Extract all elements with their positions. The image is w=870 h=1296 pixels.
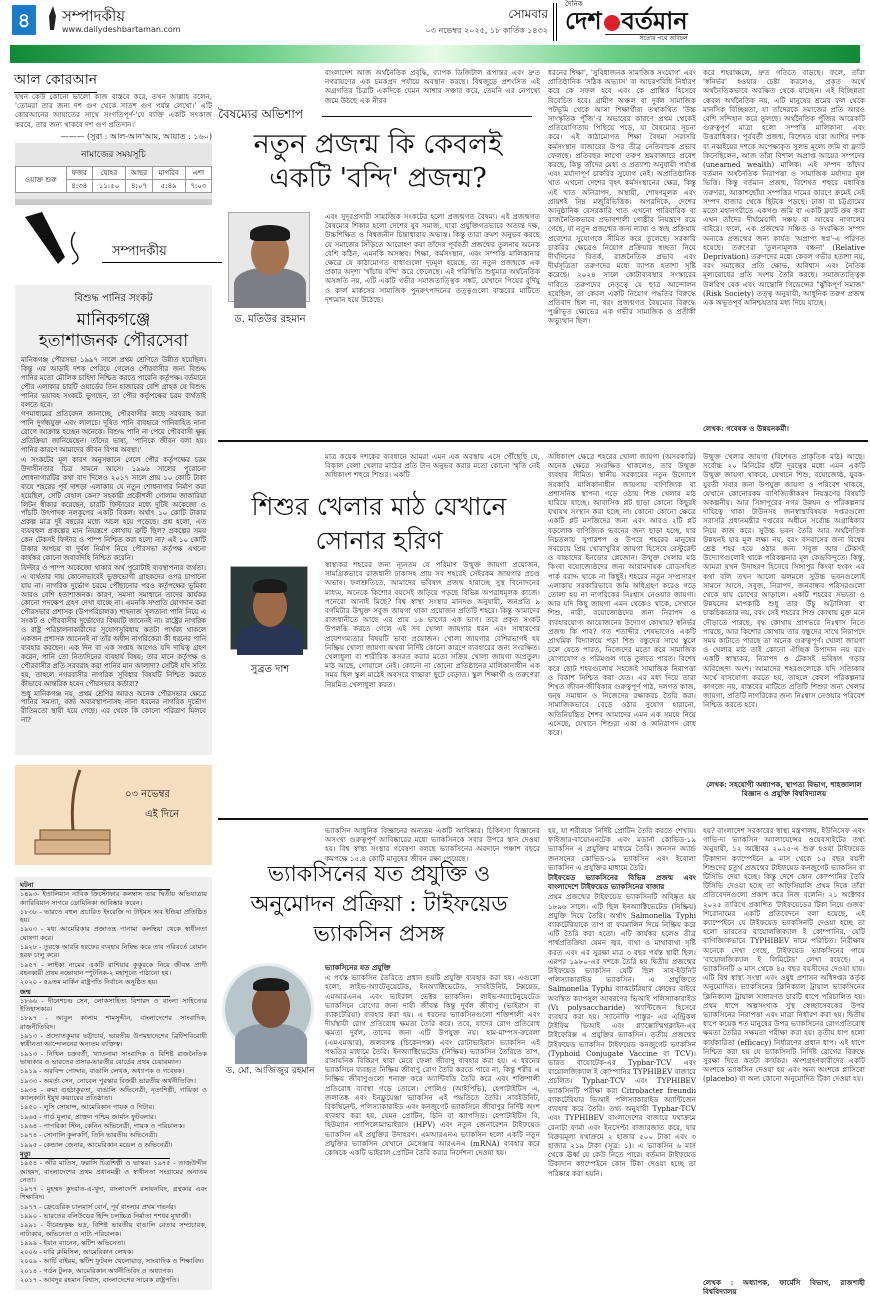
this-day-list [15, 877, 212, 1290]
photo-hair [250, 225, 290, 241]
death-item: ১৯৯৯ - ইয়ান ব্যানেন, স্কটিশ অভিনেতা। [20, 1238, 126, 1247]
event-item: ২০২০ - ৫৯তম মার্কিন রাষ্ট্রপতি নির্বাচন অনুষ্ঠিত হয়। [20, 978, 158, 987]
this-day-date: ০৩ নভেম্বর [125, 789, 171, 800]
death-item: ২০১৪ - গর্ডন টুলক, আমেরিকান অর্থনীতিবিদ ও অধ্যাপক। [20, 1266, 174, 1275]
article3-paragraph: প্রথম প্রজন্মের টাইফয়েড ভ্যাকসিনটি অবিষ্কৃত হয় ১৮৯৬ সালে। এটি ছিল ইনঅ্যাক্টিভেটেড (নিষ্ক্রিয়) প্রযুক্তি দিয়ে তৈরি। অর্থাৎ Salmonella Typhi ব্যাকটেরিয়াকে তাপ বা ফরমালিন দিয়ে নিষ্ক্রিয় করে এটি তৈরি করা হতো। এটি কার্যকর হলেও তীব্র পার্শ্বপ্রতিক্রিয়া যেমন জ্বর, ব্যথা ও মাথাব্যথা সৃষ্টি করত এবং এর সুরক্ষা মাত্র ৩ বছর পর্যন্ত স্থায়ী ছিল। এরপর ১৯৮০-এর দশকে তৈরি হয় দ্বিতীয় প্রজন্মের টাইফয়েড ভ্যাকসিন যেটি ছিল সাব-ইউনিট পলিস্যাকারাইড ভ্যাকসিন। এ প্রযুক্তিতে Salmonella Typhi ব্যাকটেরিয়ার কোষের বাইরে অবস্থিত ক্যাপসুল আবরণের ভিআই পলিস্যাকারাইড (Vi polysaccharide) অ্যান্টিজেন হিসেবে ব্যবহার করা হয়। স্যানোফি পাস্তুর- এর এন্ট্রিকল টাইফিম ভিআই এবং গ্ল্যাক্সোস্মিথক্লাইন-এর টাইফেরিক্স এ প্রযুক্তির ভ্যাকসিন। তৃতীয় প্রজন্মের টাইফয়েড ভ্যাকসিন টাইফয়েড কনজুগেট ভ্যাকসিন (Typhoid Conjugate Vaccine বা TCV)। ভারত বায়োটেক-এর Typbar-TCV এবং বায়োলজিক্যাল ই কোম্পানির TYPHIBEV বাজারে প্রচলিত। Typhar-TCV এবং TYPHIBEV ভ্যাকসিনটি পরীক্ষা করা Citrobacter freundii ব্যাকটেরিয়ার ভিআই পলিস্যাকারাইড অ্যান্টিজেন ব্যবহার করে তৈরি। তথ্য অনুযায়ী Typbar-TCV এবং TYPHIBEV বাংলাদেশের বাজারে যথাক্রমে রেনাটা ফার্মা এবং ইনসেপ্টা বাজারজাত করে, যার বিক্রয়মূল্য যথাক্রমে ২ হাজার ৫০০ টাকা এবং ৩ হাজার ২১৯ টাকা (সূত্র: ১)। এ ভ্যাকসিন ৬ মাস থেকে ঊর্ধ্ব যে কেউ নিতে পারে। বর্তমান টাইফয়েড টিকাদান ক্যাম্পেইনে কোন টিকা দেওয়া হচ্ছে তা পরিষ্কার করা হয়নি। [548, 892, 696, 1178]
article3-body-col3: হয়? বাংলাদেশ সরকারের স্বাস্থ্য মন্ত্রণালয়, ইউনিসেফ এবং গাভি-দ্য ভ্যাকসিন অ্যালায়েন্সের ওয়েবসাইটের তথ্য অনুযায়ী, ১২ অক্টোবর ২০২৫-এ শুরু হওয়া টাইফয়েড টিকাদান ক্যাম্পেইনে ৯ মাস থেকে ১৫ বছর বয়সী শিশুদের চতুর্থ প্রজন্মের টাইফয়েড কনজুগেট ভ্যাকসিন বা টিসিভি দেয়া হচ্ছে। কিন্তু দেশে কোন কোম্পানির তৈরি টিসিভি দেওয়া হচ্ছে তা অফিসিয়ালি প্রথম দিকে তাঁরা প্রতিবেদনগুলো প্রকাশ করে নিজ বলেনি। ২১ অক্টোবর ২০২৫ তারিখে প্রকাশিত 'টাইফয়েডের টিকা নিয়ে গুজব' শিরোনামের একটি প্রতিবেদনে বলা হয়েছে, এই ক্যাম্পেইনে যে টাইফয়েড ভ্যাকসিনটি দেওয়া হচ্ছে তা হলো ভারতের বায়োলজিক্যাল ই কোম্পানির, যেটি বাণিজ্যিকভাবে TYPHIBEV নামে পরিচিত। নিরীক্ষায় অনেকে দেখা গেছে, টাইফয়েড ভ্যাকসিনের গায়ে 'বায়োলজিক্যাল ই লিমিটেড' লেখা রয়েছে। এ ভ্যাকসিনটি ৬ মাস থেকে ৪৫ বছর বয়সীদের দেওয়া যায়। এটি বিশ্ব স্বাস্থ্য সংস্থা এবং ওষুধ প্রশাসন অধিদপ্তর কর্তৃক অনুমোদিত। ভ্যাকসিনের ক্লিনিক্যাল ট্রায়াল ভ্যাকসিনের ক্লিনিক্যাল ট্রায়াল সাধারণত চারটি ধাপে পরিচালিত হয়। প্রথম ধাপে অল্পসংখ্যক সুস্থ স্বেচ্ছাসেবকের উপর ভ্যাকসিনের নিরাপত্তা এবং মাত্রা নির্ধারণ করা হয়। দ্বিতীয় ধাপে কয়েক শত মানুষের উপর ভ্যাকসিনের রোগপ্রতিরোধ ক্ষমতা তৈরির সক্ষমতা পরীক্ষা করা হয়। তৃতীয় ধাপ হলো কার্যকারিতা (efficacy) নির্ধারণের প্রধান ধাপ। এই ধাপে নিশ্চিত করা হয় যে ভ্যাকসিনটি নির্দিষ্ট রোগের বিরুদ্ধে সুরক্ষা দিতে কতটা কার্যকর। অংশগ্রহণকারীদের একটি অংশকে ভ্যাকসিন দেওয়া হয় এবং অন্য অংশকে প্লাসিবো (placebo) বা অন্য কোনো অনুমোদিত টিকা দেওয়া হয়। [703, 826, 865, 1084]
article3-body-col2 [548, 826, 696, 1290]
article2-body-col3: উন্মুক্ত খেলার জায়গা (বিশেষত প্রাকৃতিক মাঠ) আছে। সর্বোচ্চ ২০ মিনিটের হাঁটা দূরত্বের মধ্যে এমন একটি উন্মুক্ত জায়গা থাকবে, যেখানে শিশু, বয়োজ্যেষ্ঠ, যুবক-যুবতী সবার জন্য উপযুক্ত জায়গা ও পরিবেশ থাকবে, যেখানে কোনোরকম বাণিজ্যিকীকরণ নিয়ন্ত্রণের বিষয়টি অকল্পনীয়। আর সিঙ্গাপুরের নগর উন্নয়ন ও পরিকল্পনার দায়িত্বে থাকা টাউনসহ জনস্বাস্থ্যবিষয়ক দপ্তরগুলো সরাসরি প্রধানমন্ত্রীর দপ্তরের অধীনে সর্বোচ্চ অগ্রাধিকার নিয়ে কাজ করে। সুউচ্চ ভবন তৈরি আর অর্থনৈতিক উন্নয়নই যার মূল লক্ষ্য নয়, বরং বসবাসের জন্য বিশ্বের শ্রেষ্ঠ শহর হয়ে ওঠার জন্য সবুজ আর টেকসই উদ্যোগগুলোই থাকে পরিকল্পনার মূল কেন্দ্রবিন্দুতে। কিন্তু, আমরা যখন উদাহরণ হিসেবে সিঙ্গাপুর কিংবা হংকং এর কথা বলি তখন আলো ঝলমলে সুউচ্চ ভবনগুলোই সামনে আসে, সবুজ, নিরাপদ, জনবান্ধব পরিসরগুলো থেকে যায় চোখের আড়ালে। একটি শহরের সভ্যতা ও উন্নয়নের মাপকাঠি শুধু তার উঁচু অট্টালিকা বা চাকচিক্যতার নয়, বরং সেই শহরের শিশু কোথায় মুক্ত মনে দৌড়াতে পারছে, বৃদ্ধ কোথায় প্রাণভরে নিঃশ্বাস নিতে পারছে, আর কিশোর কোথায় তার বন্ধুদের সাথে নিরাপদে সময় কাটাতে পারছে তা অনেক গুরুত্বপূর্ণ। খোলা জায়গা ও খেলার মাঠ তাই কোনো ঐচ্ছিক উপাদান নয় বরং একটি স্বাস্থ্যকর, নিরাপদ ও টেকসই ভবিষ্যৎ গড়ার অবিচ্ছেদ্য অংশ। আমাদের শহরগুলোকে যদি সত্যিকার অর্থে বাসযোগ্য করতে হয়, তাহলে কেবল পরিকল্পনার কাগজে নয়, বাস্তবের মাটিতে প্রতিটি শিশুর জন্য খেলার জায়গা, প্রতিটি নাগরিকের জন্য নিঃশ্বাস নেওয়ার পরিবেশ নিশ্চিত করতে হবে। [703, 452, 866, 710]
editorial-headline: মানিকগঞ্জে হতাশাজনক পৌরসেবা [38, 310, 189, 351]
prayer-name: আছর [126, 167, 153, 180]
prayer-table [15, 166, 212, 193]
quran-source: ——— (সুরা : আল-আন'আম, আয়াত : ১৬০) [60, 131, 212, 141]
prayer-time: ১১:৫০ [92, 180, 125, 193]
editorial-kicker: বিশুদ্ধ পানির সংকট [74, 293, 153, 304]
birth-item: ১৯৩৩ - অমর্ত্য সেন, নোবেল পুরস্কার বিজয়ী ভারতীয় অর্থনীতিবিদ। [20, 1076, 196, 1085]
article3-author-note: লেখক : অধ্যাপক, ফার্মেসি বিভাগ, রাজশাহী বিশ্ববিদ্যালয় [703, 1278, 865, 1296]
article2-headline-line1: শিশুর খেলার মাঠ যেখানে [251, 492, 507, 521]
this-day-banner [15, 765, 212, 865]
photo-shoulders [237, 625, 303, 655]
editorial-paragraph: ফিল্টার ও পাম্প অকেজো থাকার অর্থ পুরোটাই ব্যবস্থাপনার ব্যর্থতা। এ ব্যর্থতার দায় কোনোভাবেই ভুক্তভোগী গ্রাহকদের ওপর চাপানো যায় না। নাগরিক দুর্ভোগ চরমে পৌঁছানোর পরও কর্তৃপক্ষের ভূমিকা আরও বেশি হতাশাজনক। কারণ, সমস্যা সমাধানে তাদের কার্যকর কোনো পদক্ষেপ গ্রহণ দেখা যাচ্ছে না। এমনকি সম্প্রতি যোগদান করা পৌরসভার প্রশাসক (উপপরিচালক) শাহনাজ সুলতানা পানি নিয়ে এ সংকট ও পৌরবাসীর দুর্ভোগের বিষয়টি জানেনই না। রাষ্ট্রের নাগরিক ও রাষ্ট্র পরিচালনাকারীদের সুযোগসুবিধায় কতটা পার্থক্য থাকলে একজন প্রশাসক জানেনই না তাঁর অধীন নাগরিকেরা কী ধরনের পানি ব্যবহার করছেন। এক দিন বা এক সপ্তাহ আগেও যদি দায়িত্ব গ্রহণ করেন, পানি তো নিত্যদিনের ব্যবহার্য বিষয়; তার মানে কর্তৃপক্ষ ও পৌরবাসীর প্রতি সরবরাহ করা পানির মান আলাদা? সেটিই যদি সত্যি হয়, তাহলে নগরবাসীর নাগরিক সুবিধার বিষয়টি নিশ্চিত করতে কীভাবে আন্তরিক হবেন পৌরসভার কর্তারা? [21, 563, 206, 688]
birth-item: ১৯৯৫ - কেন্ডাল জেনার, আমেরিকান মডেল ও অভিনেত্রী। [20, 1140, 173, 1149]
section-title: সম্পাদকীয় [62, 7, 126, 25]
birth-item: ১৮৬৬ - দীনেশচন্দ্র সেন, লোকসাহিত্য বিশারদ ও বাংলা সাহিত্যের ইতিহাসকার। [20, 996, 207, 1014]
article2-body-col1: স্বাস্থ্যকর শহরের জন্য ন্যূনতম যে পরিমাণ উন্মুক্ত জায়গা প্রয়োজন, সামগ্রিকভাবে রাজধানী ঢাকাসহ প্রায় সব শহরেই সেইরকম জায়গার প্রচণ্ড অভাব। ফলশ্রুতিতে, আমাদের ভবিষ্যৎ প্রজন্ম হারাচ্ছে সুস্থ বিনোদনের মাধ্যম, অনেকে কিশোর বয়সেই জড়িয়ে পড়ছে বিভিন্ন অপরাধমূলক কাজে। পনেরো আনাই মিছে? বিশ্ব স্বাস্থ্য সংস্থার মানদণ্ড অনুযায়ী, জনপ্রতি ৯ বর্গমিটার উন্মুক্ত সবুজ জায়গা থাকা প্রয়োজন প্রতিটি শহরে। কিন্তু আমাদের রাজধানীতে আছে এর প্রায় ১৬ ভাগের এক ভাগ। তবে প্রকৃত সংকট উপলব্ধি করতে গেলে এই সব খোলা জায়গার ধরন এবং সাধারণের প্রবেশগম্যতার বিষয়টি ভাবা প্রয়োজন। খোলা জায়গার বেশিরভাগই হয় নিষ্ক্রিয় খোলা জায়গা অথবা নির্দিষ্ট কোনো কারণে ব্যবহারের জন্য সংরক্ষিত। খেলাধুলা বা শারীরিক কসরত করার মতো সক্রিয় খোলা জায়গা অপ্রতুল। মাঠ আছে, গোয়ালে নেই। কোনো না কোনো প্রতিষ্ঠানের মালিকানাধীন এক সময় ছিল স্কুল মাঠেই অবসরে বাচ্চারা ছুটে বেড়াত। স্কুল শিক্ষার্থী ও তরুণেরা নিয়মিত খেলাধুলা করত। [325, 560, 540, 689]
birth-item: ১৯৭৪ - সোনালি কুলকর্ণি, তিনি ভারতীয় অভিনেত্রী। [20, 1131, 158, 1140]
event-item: ১৯০৩ - মধ্য আমেরিকার প্রজাতন্ত্র পানামা কলম্বিয়া থেকে স্বাধীনতা ঘোষণা করে। [20, 925, 207, 942]
article1-body-col2: ধরনের শিক্ষা', 'সুবিধাজনক সামাজিক সংযোগ' এবং প্রাতিষ্ঠানিক 'সঠিক অভ্যাস' বা আচরণবিধি নির্ধারণ করে কে সফল হবে এবং কে প্রান্তিক হিসেবে বিবেচিত হবে। গ্রামীণ অঞ্চল বা দুর্বল সামাজিক পটভূমি থেকে আসা শিক্ষার্থীরা তথাকথিত 'উচ্চ সাংস্কৃতিক পুঁজি'-র অভাবের কারণে প্রথম থেকেই প্রতিযোগিতায় পিছিয়ে পড়ে, যা বৈষম্যের সূচনা করে। এই কাঠামোগত শিক্ষা বৈষম্য সরাসরি কর্মসংস্থান বাজারের উপর তীব্র নেতিবাচক প্রভাব ফেলছে। প্রতিবছর লাখো তরুণ শ্রমবাজারে প্রবেশ করছে, কিন্তু তাঁদের মেধা ও প্রত্যাশা অনুযায়ী পর্যাপ্ত এবং মর্যাদাপূর্ণ চাকরির সুযোগ নেই। অপ্রাতিষ্ঠানিক খাত এখনো দেশের বৃহৎ কর্মসংস্থানের ক্ষেত্র, কিন্তু এই খাত অনিরাপদ, অস্থায়ী, শোষণমূলক এবং প্রায়শই নিম্ন মজুরিভিত্তিক। অপরদিকে, দেশের আনুষ্ঠানিক বেসরকারি খাত এখনো পারিবারিক বা রাজনৈতিকভাবে প্রভাবশালী গোষ্ঠীর নিয়ন্ত্রণে রয়ে গেছে, যা নতুন প্রজন্মের জন্য ন্যায্য ও স্বচ্ছ প্রক্রিয়ায় প্রবেশের সুযোগকে সীমিত করে তুলেছে। সরকারি চাকরির ক্ষেত্রেও নিয়োগ প্রক্রিয়ার স্বচ্ছতা নিয়ে দীর্ঘদিনের বিতর্ক, রাজনৈতিক প্রভাব এবং দীর্ঘসূত্রিতা তরুণদের মধ্যে ব্যাপক হতাশা সৃষ্টি করেছে। ২০২৪ সালে কোটাব্যবস্থার সংস্কারের দাবিতে তরুণদের নেতৃত্বে যে ছাত্র আন্দোলন হয়েছিল, তা কেবল একটি নিয়োগ পদ্ধতির বিরুদ্ধে প্রতিবাদ ছিল না, বরং প্রজন্মগত বৈষম্যের বিরুদ্ধে পুঞ্জীভূত ক্ষোভের এক গভীর সামাজিক ও প্রতীকী অভ্যুত্থান ছিল। [548, 68, 696, 326]
editorial-paragraph: শুধু মানিকগঞ্জ নয়, প্রথম শ্রেণির আরও অনেক পৌরসভার ক্ষেত্রে পানির সমস্যা, বর্জ্য অব্যবস্থাপনাসহ নানা ধরনের নাগরিক দুর্ভোগ রীতিমতো স্থায়ী হয়ে গেছে। এর থেকে কি কোনো পরিত্রাণ মিলবে না? [21, 689, 206, 725]
logo-tagline: সত্যের পথে অবিচল [605, 34, 688, 43]
kicker-rule [322, 116, 532, 117]
births-heading: জন্ম [20, 988, 170, 997]
divider [553, 3, 557, 41]
article3-headline-line2: অনুমোদন প্রক্রিয়া : টাইফয়েড [250, 892, 508, 917]
logo-name-left: দেশ [565, 6, 602, 35]
prayer-footer-bar [15, 199, 212, 205]
author-photo-azizur [222, 963, 314, 1055]
logo-circle-icon [604, 15, 620, 31]
fountain-pen-icon [20, 212, 90, 267]
quran-text [15, 92, 212, 142]
article3-headline [218, 860, 540, 950]
article1-body-col3: করে শহরাঞ্চলে, দ্রুত গতিতে বাড়ছে। ফলে, তাঁরা 'স্বনির্ভর' হওয়ার চেষ্টা করলেও, প্রকৃত অর্থে অর্থনৈতিকভাবে অরক্ষিত থেকে যাচ্ছেন। এই বিচ্ছিন্নতা কেবল অর্থনৈতিক নয়, এটি মানুষের শ্রমের ফল থেকে মানসিক বিচ্ছিন্নতা, যা তাঁদেরকে সমাজের প্রতি আরও বেশি সন্দিহান করে তুলছে। অর্থনৈতিক পুঁজির আরেকটি গুরুত্বপূর্ণ মাত্রা হলো সম্পত্তি মালিকানা এবং উত্তরাধিকার। পূর্ববর্তী প্রজন্ম, বিশেষত যারা আশির দশক বা নব্বইয়ের দশকে অপেক্ষাকৃত সুলভ মূল্যে জমি বা ফ্ল্যাট কিনেছিলেন, আজ তাঁরা বিশাল অপ্রাপ্ত আয়ের সম্পদের (unearned wealth) মালিক। এই সম্পদ তাঁদের বর্তমান অর্থনৈতিক নিরাপত্তা ও সামাজিক মর্যাদার মূল ভিত্তি। কিন্তু বর্তমান প্রজন্ম, বিশেষত শহুরে মধ্যবিত্ত তরুণরা, আকাশছোঁয়া সম্পত্তির দামের কারণে ক্রমেই সেই সম্পদ বাজার থেকে ছিটকে পড়ছে। ঢাকা বা চট্টগ্রামের মতো মহানগরীতে একখণ্ড জমি বা একটি ফ্ল্যাট ক্রয় করা এখন তাঁদের দীর্ঘমেয়াদী সঞ্চয় বা আয়ের নাগালের বাইরে। ফলে, এক প্রজন্মের সঞ্চিত ও সংরক্ষিত সম্পদ অন্যকে প্রজন্মের জন্য কার্যত 'অপ্রাপ্য স্বপ্ন'-এ পরিণত হয়েছে। তরুণেরা 'তুলনামূলক বঞ্চনা' (Relative Deprivation) তরুণদের মধ্যে কেবল গভীর হতাশা নয়, বরং সমাজের প্রতি ক্ষোভ, অবিশ্বাস এবং নৈতিক মূল্যবোধের প্রতি সংশয় তৈরি করছে। সমাজতাত্ত্বিক উলরিখ বেক এবং আন্তোনি গিডেন্সের "ঝুঁকিপূর্ণ সমাজ" (Risk Society) তত্ত্ব অনুযায়ী, আধুনিক তরুণ প্রজন্ম এক অভূতপূর্ব অনিশ্চয়তার মধ্য দিয়ে যাচ্ছে। [703, 68, 865, 308]
birth-item: ১৯৬৪ - পাপরিকা স্টিন, কেনিন অভিনেত্রী, গায়ক ও পরিচালক। [20, 1122, 185, 1131]
section-divider [218, 440, 868, 442]
logo-name-right: বর্তমান [621, 6, 688, 35]
editorial-body [15, 356, 212, 725]
editorial-logo [20, 212, 210, 267]
website-link[interactable]: www.dailydeshbartaman.com [62, 25, 181, 34]
death-item: ২০০৯ - আর্চি বাইরম, স্কটিশ ফুটবল খেলোয়াড়, সাংবাদিক ও শিক্ষাবিদ। [20, 1257, 204, 1266]
prayer-name: মাগরিব [152, 167, 185, 180]
pen-icon [48, 6, 58, 32]
prayer-time: ৭:০৩ [185, 180, 211, 193]
editorial-logo-underline [102, 262, 222, 263]
editorial-paragraph: এ সংকটের মূল কারণ অনুসন্ধানে গেলে পৌর কর্তৃপক্ষের চরম উদাসীনতার চিত্র সামনে আসে। ১৯৯৬ সালের পুরোনো শোধনাগারটির কথা বাদ দিলেও ২০১৭ সালে প্রায় ১০ কোটি টাকা ব্যয়ে শহরের পূর্ব দাশড়া এলাকায় যে নতুন শোধনাগার নির্মাণ করা হয়েছিল, সেটি বেহাল কেন? সহকারী প্রকৌশলী গোলাম জাকারিয়া লিটন স্বীকার করেছেন, চারটি ফিল্টারের মধ্যে দুটিই অকেজো ও পাঁচটি উৎপাদক নলকূপের একটি বিকল। অর্থাৎ ১০ কোটি টাকার প্রকল্প মাত্র দুই বছরের মধ্যে অচল হয়ে পড়েছে। প্রশ্ন হলো, এত ব্যয়বহুল প্রকল্পের মান নিয়ন্ত্রণে কোথায় ত্রুটি ছিল? প্রকল্পের সময় কেন টেকসই ফিল্টার ও পাম্প নিশ্চিত করা হলো না? এই ১০ কোটি টাকার অপচয় বা দুর্বল নির্মাণ নিয়ে পৌরসভা কর্তৃপক্ষ এখনো কার্যকর কোনো জবাবদিহি নিশ্চিত করেনি। [21, 455, 206, 562]
page-number: ৪ [12, 5, 36, 35]
article1-author-note: লেখক: গবেষক ও উন্নয়নকর্মী। [703, 424, 789, 433]
birth-item: ১৯১৯ - অরবিন্দ পোদ্দার, বাঙালি লেখক, অধ্যাপক ও গবেষক। [20, 1067, 185, 1076]
prayer-time: ৫:৪৯ [152, 180, 185, 193]
death-item: ১৯৭৭ - ফ্রেডেরিক চালমার্স বোর্ন, পূর্ব বাংলার প্রথম গভর্নর। [20, 1202, 177, 1211]
article1-headline-line2: একটি 'বন্দি' প্রজন্ম? [269, 163, 487, 194]
prayer-title: নামাজের সময়সূচি [81, 150, 146, 160]
death-item: ১৯৫৪ - অঁরি মাতিস, ফরাসি চিত্রশিল্পী ও ভাস্কর। ১৯৭৫ - তাজউদ্দীন আহমদ, বাংলাদেশের প্রথম প্রধানমন্ত্রী ও স্বাধীনতা সংগ্রামের অন্যতম নেতা। [20, 1159, 207, 1184]
events-heading: ঘটনা [20, 881, 170, 890]
birth-item: ১৯৫০ - লুসি সোয়ান্স, আমেরিকান গায়ক ও গিটার। [20, 1103, 155, 1112]
birth-item: ১৮৯৭ - আবুল কালাম শামসুদ্দীন, বাংলাদেশের সাংবাদিক, রাজনীতিবিদ। [20, 1014, 207, 1031]
author-photo-subrata [230, 566, 308, 650]
author-photo-matiur [228, 212, 310, 302]
editorial-paragraph: মানিকগঞ্জ পৌরসভা ১৯৯৭ সালে প্রথম শ্রেণিতে উন্নীত হয়েছিল। কিন্তু এর আড়াই দশক পেরিয়ে গেলেও পৌরবাসীর জন্য বিশুদ্ধ পানির মতো মৌলিক চাহিদা নিশ্চিত করতে পারেনি কর্তৃপক্ষ। বর্তমানে পৌর এলাকার চারটি ওয়ার্ডের তিন হাজারের বেশি গ্রাহক যে বিশুদ্ধ পানির ভয়াবহ সংকটে ভুগছেন, তা পৌর কর্তৃপক্ষের চরম ব্যর্থতাই বলতে হবে। [21, 356, 206, 409]
prayer-name: যোহর [92, 167, 125, 180]
article3-subhead: ভ্যাকসিনের যত প্রযুক্তি [325, 963, 391, 972]
books-quill-icon [35, 770, 115, 860]
article2-author: সুব্রত দাশ [250, 664, 290, 675]
editorial-box [15, 285, 212, 755]
date-text: ০৩ নভেম্বর ২০২৫, ১৮ কার্তিক ১৪৩২ [425, 26, 548, 35]
birth-item: ১৯১৩ - নিখিল চক্রবর্তী, খ্যাতনামা সাংবাদিক ও বিশিষ্ট রাজনৈতিক ভাষ্যকার ও ভারতের প্রসার-ভারতীর বোর্ডের প্রথম চেয়ারম্যান। [20, 1049, 207, 1066]
death-item: ২০১৭ - আবদুর রহমান বিশ্বাস, বাংলাদেশের সাবেক রাষ্ট্রপতি। [20, 1276, 179, 1285]
logo-prefix: দৈনিক [565, 0, 583, 8]
event-item: ১৯৫৭ - লাইকা নামের একটি রাশিয়ার কুকুরকে নিয়ে জীবন্ত প্রাণী বহনকারী প্রথম নভোযান স্পুটনিক-২ মহাশূন্যে পাঠানো হয়। [20, 960, 207, 977]
prayer-name: ফজর [66, 167, 92, 180]
article3-body-col1 [325, 963, 540, 1290]
this-day-subtitle: এই দিনে [145, 809, 180, 820]
birth-item: ১৯১৩ - প্রদ্যোতকুমার ভট্টাচার্য, ভারতীয় উপমহাদেশের ব্রিটিশবিরোধী স্বাধীনতা আন্দোলনের অন্যতম ব্যক্তিত্ব। [20, 1032, 207, 1049]
header-green-band [10, 45, 860, 63]
event-item: ১৯২৮ - তুরস্কে আরবি হরফের ব্যবহার নিষিদ্ধ করে তার পরিবর্তে রোমান হরফ চালু করে। [20, 943, 207, 960]
birth-item: ১৯৬৫ - গার্ড মুলার, প্রাক্তন পশ্চিম জার্মান ফুটবলার। [20, 1112, 156, 1121]
death-item: ১৯৯০ - ভারতের বলিউডের হিন্দি চলচ্চিত্র নির্মাতা শশধর মুখার্জী। [20, 1211, 191, 1220]
prayer-times-box [15, 143, 212, 201]
photo-shoulders [235, 1024, 307, 1064]
event-item: ১৪৯৩- ইতালিয়ান নাবিক ক্রিস্টোফার কলম্বাস তার দ্বিতীয় অভিযাত্রায় ক্যারিবিয়ান সাগরে ডোমিনিকা আবিষ্কার করেন। [20, 890, 207, 907]
day-name: সোমবার [508, 7, 548, 21]
masthead-logo [565, 0, 688, 43]
death-item: ২০০৬ - মারি ক্লমিসিল, আমেরিকান লেখক। [20, 1248, 134, 1257]
article3-paragraph: হয়, যা শরীরকে নির্দিষ্ট প্রোটিন তৈরি করতে শেখায়। ফাইজার-বায়োএনটেক এবং মডার্না কোভিড-১৯ ভ্যাকসিন এ প্রযুক্তির মাধ্যমে তৈরি। জনসন অ্যান্ড জনসনের কোভিড-১৯ ভ্যাকসিন এবং ইবোলা ভ্যাকসিন এ প্রযুক্তির মাধ্যমে তৈরি। [548, 826, 696, 872]
quran-verse: যখন কেউ কোনো ভালো কাজ বাস্তবে করে, তখন আল্লাহ বলেন, 'তোমরা তার জন্য দশ গুণ থেকে সাতশ গুণ পর্যন্ত লেখো।' এটি কোরআনের আয়াতের সাথে সংগতিপূর্ণ-'যে ব্যক্তি একটি সৎকাজ করবে, তার জন্য থাকবে দশ গুণ প্রতিদান।' [15, 92, 212, 129]
article3-subhead: টাইফয়েড ভ্যাকসিনের বিভিন্ন প্রজন্ম এবং বাংলাদেশে টাইফয়েড ভ্যাকসিনের বাজার [548, 873, 696, 892]
quran-title: আল কোরআন [14, 68, 97, 93]
article1-kicker: বৈষম্যের অভিশাপ [218, 107, 304, 121]
article1-headline [218, 128, 538, 196]
article3-headline-line1: ভ্যাকসিনের যত প্রযুক্তি ও [267, 862, 491, 887]
article3-paragraph: এ পর্যন্ত ভ্যাকসিন তৈরিতে প্রধান ছয়টি প্রযুক্তি ব্যবহার করা হয়। এগুলো হলো, লাইভ-অ্যাটেনুয়েটেড, ইনঅ্যাক্টিভেটেড, সাবইউনিট, টক্সয়েড, এমআরএনএ এবং ভাইরাল ভেক্টর ভ্যাকসিন। লাইভ-অ্যাটেনুয়েটেড ভ্যাকসিনে রোগের জন্য দায়ী জীবন্ত কিন্তু দুর্বল জীবাণু (ভাইরাস বা ব্যাকটেরিয়া) ব্যবহার করা হয়। এ ধরনের ভ্যাকসিনগুলো শক্তিশালী এবং দীর্ঘস্থায়ী রোগ প্রতিরোধ ক্ষমতা তৈরি করে। তবে, যাদের রোগ প্রতিরোধ ক্ষমতা দুর্বল, তাদের জন্য এটি উপযুক্ত নয়। হাম-মাম্পস-রুবেলা (এমএমআর), জলবসন্ত (চিকেনপক্স) এবং রোটাভাইরাস ভ্যাকসিন এই পদ্ধতির মাধ্যমে তৈরি। ইনঅ্যাক্টিভেটেড (নিষ্ক্রিয়) ভ্যাকসিন তৈরিতে তাপ, রাসায়নিক বিকিরণ দ্বারা মেরে ফেলা জীবাণু ব্যবহার করা হয়। এ ধরনের ভ্যাকসিনে ব্যবহৃত নিষ্ক্রিয় জীবাণু রোগ তৈরি করতে পারে না, কিন্তু শরীর এ নিষ্ক্রিয় জীবাণুগুলো শনাক্ত করে অ্যান্টিবডি তৈরি করে এবং শক্তিশালী প্রতিরোধ ব্যবস্থা গড়ে তোলে। পোলিও (আইপিভি), হেপাটাইটিস এ, জলাতঙ্ক এবং ইনফ্লুয়েঞ্জা ভ্যাকসিন এই পদ্ধতিতে তৈরি। সাবইউনিট, রিকম্বিনেন্ট, পলিস্যাকারাইড এবং কনজুগেট ভ্যাকসিনে জীবাণুর নির্দিষ্ট অংশ ব্যবহার করা হয়, যেমন প্রোটিন, চিনি বা ক্যাপসিড। হেপাটাইটিস বি, হিউম্যান প্যাপিলোমাভাইরাস (HPV) এবং নতুন জেনারেশন টাইফয়েড ভ্যাকসিন এই প্রযুক্তির উদাহরণ। এমআরএনএ ভ্যাকসিন হলো একটি নতুন প্রযুক্তির ভ্যাকসিন যেখানে মেসেঞ্জার আরএনএ (mRNA) ব্যবহার করে কোষকে একটি ভাইরাল প্রোটিন তৈরি করার নির্দেশনা দেওয়া হয়। [325, 973, 540, 1158]
article2-intro: মাত্র কয়েক দশকের ব্যবধানে আমরা এমন এক অবস্থায় এসে পৌঁছেছি যে, বিকাল বেলা খেলার মাঠের প্রতি টান অনুভব করার মতো কোনো স্মৃতি নেই অধিকাংশ শহুরে শিশুর। একটি [325, 452, 540, 480]
deaths-heading: মৃত্যু [20, 1150, 170, 1159]
birth-item: ১৯৩৪ - রুমা গুহঠাকুরতা, বাঙালি অভিনেত্রী, নৃত্যশিল্পী, গায়িকা ও ক্যালকাটা ইয়ুথ কয়্যারের প্রতিষ্ঠাতা। [20, 1085, 207, 1103]
article1-body-col1: এবং সুদূরপ্রসারী সামাজিক সংকটের হলো প্রজন্মগত বৈষম্য। এই প্রজন্মগত বৈষম্যের শিকার হলো দেশের যুব সমাজ, যারা প্রযুক্তিগতভাবে অত্যন্ত দক্ষ, উচ্চশিক্ষিত ও বিশ্বজনীন চিন্তাধারায় অভ্যস্ত। কিন্তু তারা ক্রমশ অনুভব করছে যে সমাজের সিঁড়িতে আরোহণ করা তাঁদের পূর্ববর্তী প্রজন্মের তুলনায় অনেক বেশি কঠিন, এমনকি অসম্ভব। শিক্ষা, কর্মসংস্থান, এবং সম্পত্তি মালিকানার ক্ষেত্রে যে কাঠামোগত বাধাগুলো দৃঢ়মূল হয়েছে, তা নতুন প্রজন্মকে এক প্রকার অদৃশ্য 'খাঁচায় বন্দি' করে ফেলেছে। এই পরিস্থিতি শুধুমাত্র অর্থনৈতিক অসঙ্গতি নয়, এটি একটি গভীর সমাজতাত্ত্বিক সঙ্কট, যেখানে পিয়ের বুর্দিয়ু ও কার্ল মার্কসের সামাজিক পুনরুৎপাদনের তত্ত্বগুলো বাস্তবের মাটিতে দৃশ্যমান হয়ে উঠেছে। [325, 212, 540, 304]
death-item: ১৯৭৭ - মুহম্মদ কুদরাত-এ-খুদা, বাংলাদেশি রসায়নবিদ, গ্রন্থকার এবং শিক্ষাবিদ। [20, 1185, 207, 1202]
article3-author: ড. মো. আজিজুর রহমান [225, 1066, 315, 1076]
photo-hair [253, 579, 287, 593]
article1-author: ড. মতিউর রহমান [234, 314, 306, 325]
photo-hair [253, 978, 289, 991]
article2-headline [218, 490, 540, 558]
article2-headline-line2: সোনার হরিণ [315, 526, 443, 555]
article1-headline-line1: নতুন প্রজন্ম কি কেবলই [253, 129, 503, 160]
article3-intro: ভ্যাকসিন আধুনিক বিজ্ঞানের অন্যতম একটি আবিষ্কার। চিকিৎসা বিজ্ঞানের অসংখ্য গুরুত্বপূর্ণ আবিষ্কারের মধ্যে ভ্যাকসিনকে সবার উপরে স্থান দেওয়া হয়। বিশ্ব স্বাস্থ্য সংস্থার গবেষণা বলছে ভ্যাকসিনের অবদানে পঞ্চাশ বছরে কমপক্ষে ১৫.৪ কোটি মানুষের জীবন রক্ষা পেয়েছে। [325, 826, 540, 863]
editorial-paragraph: গণমাধ্যমের প্রতিবেদন জানাচ্ছে, পৌরবাসীর কাছে সরবরাহ করা পানি দুর্গন্ধযুক্ত এবং লালচে। দূষিত পানি ব্যবহারে পানিবাহিত নানা রোগে আক্রান্ত হচ্ছেন অনেকে। বিশুদ্ধ পানি না পেয়ে পৌরবাসী ক্ষুব্ধ প্রতিক্রিয়া জানিয়েছেন। তাঁদের ভাষ্য, 'পানিকে জীবন বলা হয়। পানির কারণে আমাদের জীবন বিপন্ন অবস্থা।' [21, 410, 206, 455]
prayer-row-label: ওয়াক্ত শুরু [16, 167, 67, 193]
editorial-logo-text: সম্পাদকীয় [112, 244, 167, 259]
article1-intro: বাংলাদেশ আজ অর্থনৈতিক প্রবৃদ্ধি, ব্যাপক ডিজিটাল রূপান্তর এবং দ্রুত নগরায়ণের এক চমকপ্রদ পর্যায়ে অবস্থান করছে। বিশ্বজুড়ে প্রশংসিত এই অগ্রগতির চিত্রটি একদিকে যেমন আশার সঞ্চার করে, তেমনি এর নেপথ্যে জমে উঠছে এক নীরব [325, 68, 540, 105]
article2-body-col2: অধিকাংশ ক্ষেত্রে শহরের খোলা জায়গা (অসরকারি) অনেক ক্ষেত্রে সংরক্ষিত থাকলেও, তার উন্মুক্ত ব্যবহার সীমিত। স্থানীয় সরকারের নতুন উদ্যোগে সরকারি মালিকানাধীন জায়গায় বাণিজ্যিক বা প্রশাসনিক স্থাপনা গড়ে ওঠায় শিশু খেলার মাঠ হারিয়ে যাচ্ছে। আবাসিক প্লট ছাড়া কোনো কিছুরই যথাযথ সংস্থান করা হচ্ছে না। কোনো কোনো ক্ষেত্রে একটি প্লট মসজিদের জন্য এবং আরও ২টি প্লট বড়লোক বাণিজ্যিক ভবনের জন্য ছাড়া হচ্ছে, যার নিচতলায় সুপারশপ ও উপরে শহরের মানুষের সবচেয়ে প্রিয় খোরাখুরির জায়গা হিসেবে রেস্টুরেন্ট ও বাচ্চাদের ইনডোর প্লেজোন। উন্মুক্ত খেলার মাঠ কিংবা বয়োজ্যেষ্ঠদের জন্য আরামদায়ক রোডসহিত পার্ক বরাদ্দ থাকে না কিছুই। শহরের নতুন সম্প্রসারণ এলাকায় সরকারিভাবে জমি অধিগ্রহণ করেও গড়ে তোলা হয় না নাগরিকের নিঃশ্বাস নেওয়ার জায়গা। আর যদি কিছু জায়গা এমন থেকেও থাকে, সেখানে শিশু, নারী, বয়োজ্যেষ্ঠদের জন্য নিরাপদ ও ব্যবহারযোগ্য আয়োজনের উদ্যোগ কোথায়? স্বনির্ভর প্রজন্ম কি পাব? গত শতাব্দীর শেষভাগেও একটি প্রাথমিক বিদ্যালয়ে পড়া শিশু বন্ধুদের সাথে স্কুলে চলে যেতে পারত, নিজেদের মতো করে সামাজিক যোগাযোগ ও পরিমণ্ডল গড়ে তুলতে পারত। বিশেষ করে ছোট শহরগুলোয় সহজেই সামাজিক নিরাপত্তা ও বিকাশ নিশ্চিত করা যেত। এর মধ্য দিয়ে তারা শিখত জীবন-জীবিকার গুরুত্বপূর্ণ পাঠ, দলগত কাজ, দ্বন্দ্ব সমাধান ও নিজেদের রক্ষাকবচ তৈরি করা। সামাজিকভাবে বেড়ে ওঠার সুযোগ হারানো, অতিনিয়ন্ত্রিত শৈশব আমাদের এমন এক সময়ে নিয়ে এসেছে, যেখানে শিশুরা একা ও অনিরাপদ বোধ করে। [548, 452, 696, 738]
article2-author-note: লেখক: সহযোগী অধ্যাপক, স্থাপত্য বিভাগ, শাহজালাল বিজ্ঞান ও প্রযুক্তি বিশ্ববিদ্যালয় [706, 780, 862, 799]
page-header [0, 0, 870, 45]
prayer-name: এশা [185, 167, 211, 180]
event-item: ১৮৩৮ - ভারতে বহুল প্রচারিত ইংরেজি দ্য টাইমস অব ইন্ডিয়া প্রতিষ্ঠিত হয়। [20, 907, 207, 925]
prayer-time: ৪:০৭ [126, 180, 153, 193]
section-divider [218, 818, 868, 820]
death-item: ১৯৯১ - বীরেন্দ্রকৃষ্ণ ভদ্র, বিশিষ্ট ভারতীয় বাঙালি বেতার সম্প্রচারক, নাট্যকার, অভিনেতা ও নাট্য পরিচালক। [20, 1221, 207, 1238]
article3-headline-line3: ভ্যাকসিন প্রসঙ্গ [313, 922, 445, 947]
prayer-time: ৪:৩৪ [66, 180, 92, 193]
